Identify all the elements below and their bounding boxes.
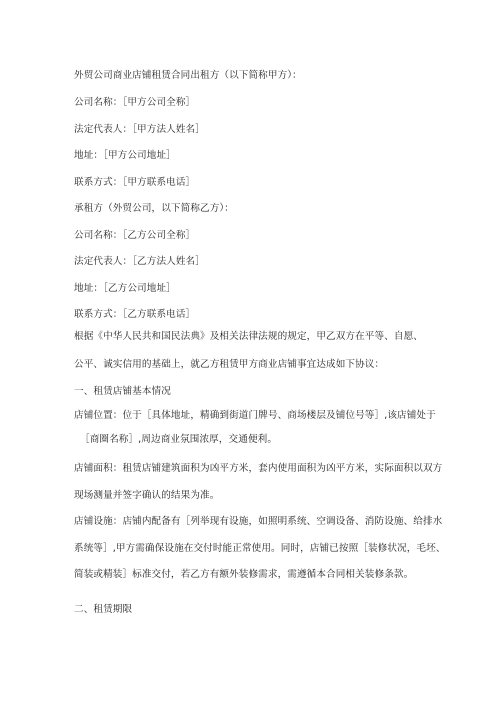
lessor-address: 地址：［甲方公司地址］	[74, 150, 176, 161]
store-facilities-line-3: 简装或精装］标准交付，若乙方有额外装修需求，需遵循本合同相关装修条款。	[74, 569, 414, 580]
store-location-line-2: ［商圈名称］,周边商业氛围浓厚，交通便利。	[80, 434, 278, 445]
lessee-contact: 联系方式：［乙方联系电话］	[74, 309, 196, 320]
lessee-address: 地址：［乙方公司地址］	[74, 283, 176, 294]
store-area-line-1: 店铺面积：租赁店铺建筑面积为凶平方米，套内使用面积为凶平方米，实际面积以双方	[74, 463, 443, 474]
store-facilities-line-2: 系统等］,甲方需确保设施在交付时能正常使用。同时，店铺已按照［装修状况，毛坯、	[74, 543, 446, 554]
section-2-heading: 二、租赁期限	[74, 604, 133, 615]
lessee-company-name: 公司名称：［乙方公司全称］	[74, 230, 196, 241]
contract-title-lessor-heading: 外贸公司商业店铺租赁合同出租方（以下简称甲方）：	[74, 70, 302, 81]
store-location-line-1: 店铺位置：位于［具体地址，精确到街道门牌号、商场楼层及铺位号等］,该店铺处于	[74, 410, 436, 421]
section-1-heading: 一、租赁店铺基本情况	[74, 386, 171, 397]
preamble-line-1: 根据《中华人民共和国民法典》及相关法律法规的规定，甲乙双方在平等、自愿、	[74, 331, 423, 342]
lessor-contact: 联系方式：［甲方联系电话］	[74, 177, 196, 188]
lessor-legal-representative: 法定代表人：［甲方法人姓名］	[74, 124, 205, 135]
store-facilities-line-1: 店铺设施：店铺内配备有［列举现有设施，如照明系统、空调设备、消防设施、给排水	[74, 516, 443, 527]
lessor-company-name: 公司名称：［甲方公司全称］	[74, 97, 196, 108]
store-area-line-2: 现场测量并签字确认的结果为准。	[74, 490, 220, 501]
lessee-legal-representative: 法定代表人：［乙方法人姓名］	[74, 256, 205, 267]
preamble-line-2: 公平、诚实信用的基础上，就乙方租赁甲方商业店铺事宜达成如下协议：	[74, 359, 385, 370]
lessee-heading: 承租方（外贸公司，以下简称乙方）：	[74, 203, 234, 214]
